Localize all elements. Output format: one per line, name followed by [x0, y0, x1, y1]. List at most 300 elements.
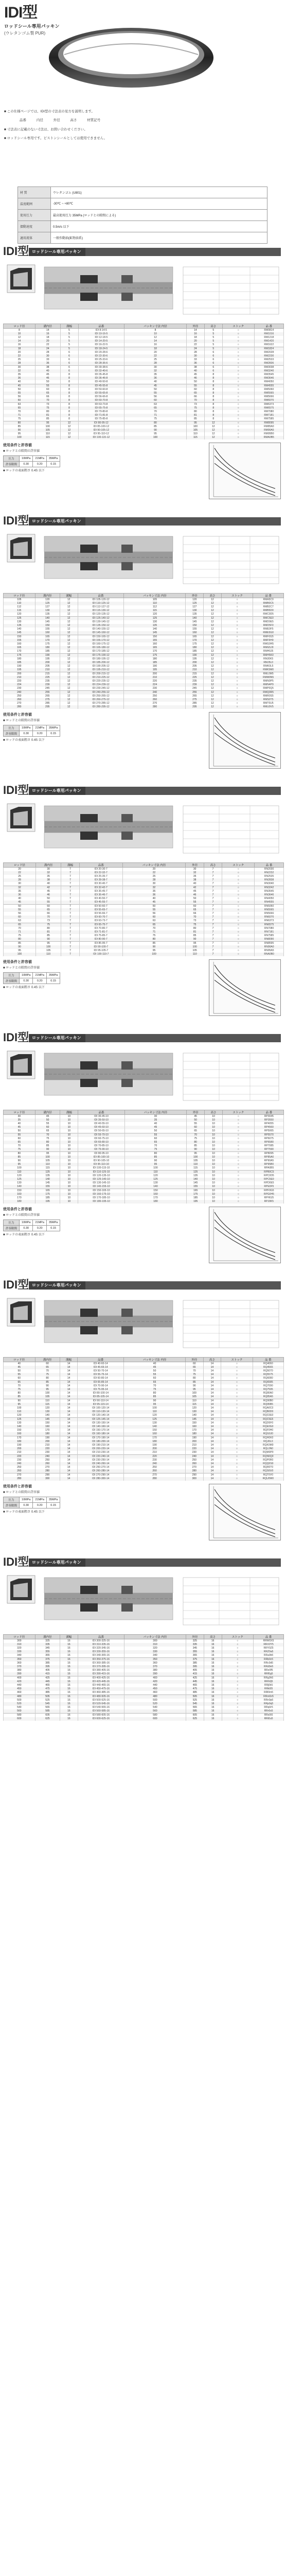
- table-cell: ○: [222, 436, 254, 439]
- table-cell: 95: [35, 1152, 60, 1156]
- table-cell: ○: [222, 351, 254, 354]
- table-cell: 14: [60, 1403, 78, 1406]
- column-header: パッキン寸法 内径: [124, 594, 186, 598]
- table-cell: IDI 56-66-8: [78, 395, 124, 399]
- table-row: [4, 945, 284, 949]
- table-cell: 400: [124, 1676, 186, 1681]
- table-cell: 30: [124, 1115, 187, 1119]
- table-cell: 20: [122, 868, 186, 872]
- table-cell: 295: [186, 705, 204, 709]
- column-header: 品 番: [253, 1358, 283, 1362]
- table-cell: 125: [4, 1178, 35, 1181]
- table-cell: 140: [185, 1414, 203, 1418]
- table-row: [4, 332, 284, 336]
- table-cell: IDI 90-100-7: [79, 945, 122, 949]
- table-cell: 95: [4, 1403, 35, 1406]
- table-cell: ○: [221, 1369, 253, 1373]
- table-cell: 200: [186, 661, 204, 665]
- table-cell: 40: [4, 380, 35, 384]
- table-cell: 115: [124, 609, 186, 613]
- table-cell: 12: [4, 336, 35, 340]
- table-cell: 105: [124, 598, 186, 602]
- table-cell: 80: [186, 927, 204, 930]
- table-cell: 65: [186, 908, 204, 912]
- table-cell: 6: [204, 358, 222, 362]
- table-cell: 12: [204, 654, 222, 658]
- table-cell: 14: [60, 1473, 78, 1478]
- table-cell: IDI 60-70-8: [78, 399, 124, 403]
- table-cell: IDI 180-200-14: [78, 1440, 124, 1444]
- table-cell: 115: [35, 1403, 60, 1406]
- table-cell: 32: [4, 886, 36, 890]
- table-cell: ○: [221, 1388, 253, 1392]
- cylinder-cross-section-icon: [3, 1293, 281, 1355]
- formula-part-5: 材質記号: [87, 118, 101, 122]
- table-cell: 14: [60, 1440, 78, 1444]
- table-cell: 10: [205, 1163, 223, 1166]
- table-cell: IDI 390-415-16: [78, 1672, 124, 1676]
- column-header: 高さ: [203, 1358, 221, 1362]
- table-cell: IDI 71-81-8: [78, 414, 124, 417]
- table-cell: ○: [222, 875, 255, 878]
- table-row: [4, 1418, 284, 1422]
- table-row: [4, 366, 284, 370]
- column-header: 溝内径: [35, 324, 61, 329]
- table-cell: ○: [222, 1639, 254, 1643]
- table-cell: 395: [186, 1665, 204, 1669]
- notes-line: ■ ロッドとの隙間の許容値: [3, 719, 40, 722]
- table-row: [4, 1381, 284, 1385]
- usage-notes: [3, 1484, 284, 1545]
- table-cell: RM7080: [254, 410, 283, 414]
- table-cell: 14: [203, 1410, 221, 1414]
- table-row: [4, 1477, 284, 1481]
- table-cell: 80: [4, 1392, 35, 1395]
- table-cell: 350: [4, 1658, 35, 1662]
- table-cell: ○: [222, 1156, 254, 1159]
- table-cell: 70: [185, 1369, 203, 1373]
- table-cell: 45: [4, 384, 35, 388]
- table-row: [4, 687, 284, 691]
- table-cell: ○: [221, 657, 253, 661]
- table-cell: 95: [124, 1403, 186, 1406]
- table-cell: 14: [203, 1469, 221, 1473]
- table-cell: 245: [35, 687, 60, 691]
- table-cell: ○: [221, 1466, 253, 1469]
- table-cell: 55: [124, 1133, 187, 1138]
- table-cell: RQR0T0: [253, 1466, 283, 1469]
- table-cell: IDI 310-335-16: [78, 1643, 124, 1647]
- table-cell: 100: [185, 1392, 203, 1395]
- table-cell: 605: [186, 1714, 204, 1718]
- table-cell: 16: [60, 1669, 78, 1672]
- table-cell: 8: [204, 388, 222, 392]
- table-cell: 12: [204, 661, 222, 665]
- table-cell: 565: [186, 1706, 204, 1709]
- table-cell: 150: [186, 624, 204, 628]
- table-cell: 300: [185, 1477, 203, 1481]
- clearance-cell: 許容隙間: [4, 731, 20, 737]
- table-cell: 8: [60, 384, 78, 388]
- table-cell: 10: [60, 1137, 78, 1141]
- size-table: [3, 1357, 284, 1481]
- size-table: [3, 1634, 284, 1721]
- table-cell: RME0F5: [253, 628, 284, 631]
- table-row: [4, 1115, 284, 1119]
- table-cell: 8: [204, 414, 222, 417]
- table-cell: ○: [222, 949, 255, 953]
- table-cell: 7: [204, 930, 222, 934]
- column-header: 溝幅: [60, 1635, 78, 1639]
- table-cell: 65: [35, 1366, 60, 1369]
- table-row: [4, 1369, 284, 1373]
- table-cell: RMG0H5: [253, 642, 284, 646]
- table-cell: 16: [204, 1658, 222, 1662]
- table-cell: 130: [4, 1421, 35, 1425]
- section-type-label: IDI型: [3, 1031, 29, 1044]
- table-cell: ○: [222, 882, 255, 886]
- table-cell: 10: [124, 332, 187, 336]
- table-cell: 30: [124, 366, 187, 370]
- column-header: 品番: [78, 594, 124, 598]
- table-cell: IDI 35-45-7: [79, 890, 122, 893]
- table-cell: 310: [4, 1643, 35, 1647]
- table-cell: 110: [124, 1410, 186, 1414]
- table-cell: 7: [61, 890, 79, 893]
- table-cell: ○: [222, 912, 255, 916]
- table-cell: 60: [35, 1126, 60, 1129]
- table-cell: 70: [35, 916, 61, 919]
- spec-row: [18, 221, 267, 232]
- table-cell: 90: [124, 1159, 187, 1163]
- notes-line: ■ ロッドとの隙間の許容値: [3, 967, 40, 970]
- cover-note-2: ■ 寸法表に記載のない寸法は、お問い合わせください。: [4, 128, 87, 131]
- spec-row: [18, 232, 267, 244]
- table-cell: 130: [35, 1410, 60, 1414]
- table-cell: 14: [60, 1477, 78, 1481]
- table-cell: 7: [61, 919, 79, 923]
- table-cell: 60: [35, 1362, 60, 1366]
- table-cell: IDI 40-60-14: [78, 1362, 124, 1366]
- table-cell: 160: [4, 1193, 35, 1196]
- table-cell: 25: [122, 875, 186, 878]
- table-row: [4, 340, 284, 343]
- table-cell: 7: [204, 919, 222, 923]
- table-cell: IDI 25-35-7: [79, 875, 122, 878]
- table-cell: 65: [35, 1129, 60, 1133]
- table-cell: 70: [4, 1384, 35, 1388]
- table-cell: 7: [204, 938, 222, 942]
- table-cell: IDI 25-33-6: [78, 358, 124, 362]
- table-cell: 10: [205, 1166, 223, 1171]
- table-cell: 46: [186, 377, 204, 380]
- table-cell: RN3545: [255, 890, 284, 893]
- table-cell: IDI 90-105-10: [78, 1159, 124, 1163]
- table-cell: 130: [185, 1410, 203, 1414]
- table-cell: ○: [222, 1133, 254, 1138]
- table-cell: 190: [185, 1436, 203, 1440]
- table-cell: IDI 170-185-12: [78, 650, 124, 654]
- table-cell: 165: [35, 635, 60, 639]
- table-cell: ○: [222, 392, 254, 395]
- table-cell: 5: [204, 329, 222, 333]
- table-cell: 50: [4, 1129, 35, 1133]
- table-cell: ○: [222, 1691, 254, 1695]
- table-cell: 445: [35, 1680, 60, 1684]
- table-cell: 55: [186, 384, 204, 388]
- table-cell: IDI 75-90-10: [78, 1148, 124, 1152]
- table-cell: 55: [4, 1373, 35, 1377]
- table-cell: 12: [60, 650, 78, 654]
- table-cell: 180: [124, 657, 186, 661]
- table-cell: RRa0b5: [254, 1654, 284, 1658]
- table-cell: 160: [4, 642, 35, 646]
- table-cell: RQ95B5: [253, 1403, 283, 1406]
- table-cell: 7: [61, 938, 79, 942]
- table-row: [4, 890, 284, 893]
- table-cell: 110: [35, 1163, 60, 1166]
- clearance-cell: 圧力: [4, 456, 20, 462]
- table-cell: IDI 520-545-16: [78, 1702, 124, 1706]
- table-cell: IDI 65-75-8: [78, 406, 124, 410]
- table-cell: 65: [35, 392, 61, 395]
- table-cell: 7: [204, 927, 222, 930]
- clearance-cell: 21MPa: [33, 725, 46, 731]
- table-cell: 16: [60, 1672, 78, 1676]
- table-cell: RN6373: [255, 919, 284, 923]
- table-cell: 28: [4, 878, 36, 882]
- table-cell: 63: [4, 919, 36, 923]
- table-cell: 14: [203, 1373, 221, 1377]
- table-cell: RMD0E5: [253, 620, 284, 624]
- table-cell: ○: [222, 930, 255, 934]
- table-cell: ○: [222, 871, 255, 875]
- table-cell: RMD5F0: [253, 624, 284, 628]
- table-cell: RRs0t5: [254, 1714, 284, 1718]
- table-cell: 7: [61, 882, 79, 886]
- table-cell: 210: [4, 676, 35, 680]
- table-cell: 300: [124, 1639, 186, 1643]
- table-cell: 65: [185, 1366, 203, 1369]
- table-cell: ○: [221, 698, 253, 702]
- table-cell: 70: [4, 927, 36, 930]
- table-cell: 55: [35, 384, 61, 388]
- table-cell: 10: [60, 1178, 78, 1181]
- table-cell: RMN0P5: [253, 680, 284, 683]
- table-cell: 105: [35, 1395, 60, 1399]
- table-cell: 115: [186, 436, 204, 439]
- table-cell: RM0814: [254, 329, 283, 333]
- table-cell: 36: [35, 362, 61, 366]
- table-cell: 12: [60, 421, 78, 426]
- table-cell: 8: [204, 417, 222, 421]
- table-cell: 16: [204, 1699, 222, 1702]
- table-cell: IDI 500-525-16: [78, 1699, 124, 1702]
- table-cell: 110: [185, 1399, 203, 1403]
- table-cell: 50: [186, 380, 204, 384]
- table-cell: 55: [122, 908, 186, 912]
- column-header: ロッド径: [4, 1635, 35, 1639]
- table-cell: IDI 112-127-12: [78, 605, 124, 609]
- table-cell: 65: [4, 1141, 35, 1144]
- table-cell: 235: [186, 680, 204, 683]
- table-cell: 90: [4, 1159, 35, 1163]
- pressure-curve-graph: [209, 959, 281, 1016]
- table-cell: 81: [186, 930, 204, 934]
- table-cell: ○: [222, 1122, 254, 1126]
- table-cell: IDI 80-95-12: [78, 421, 124, 426]
- table-cell: 500: [4, 1699, 35, 1702]
- table-cell: IDI 150-165-12: [78, 635, 124, 639]
- table-cell: ○: [222, 421, 254, 426]
- table-row: [4, 1196, 284, 1200]
- table-cell: 85: [186, 934, 204, 938]
- table-cell: 81: [35, 930, 61, 934]
- table-cell: 80: [35, 1377, 60, 1381]
- table-row: [4, 1691, 284, 1695]
- table-cell: 105: [35, 949, 61, 953]
- table-cell: RQJ0L0: [253, 1440, 283, 1444]
- table-cell: 280: [185, 1469, 203, 1473]
- table-cell: ○: [222, 403, 254, 407]
- table-cell: ○: [222, 410, 254, 414]
- table-cell: 60: [124, 1377, 186, 1381]
- table-cell: 540: [124, 1706, 186, 1709]
- table-cell: 80: [4, 1152, 35, 1156]
- table-cell: IDI 380-405-16: [78, 1669, 124, 1672]
- table-row: [4, 680, 284, 683]
- table-cell: 45: [35, 890, 61, 893]
- table-cell: 85: [35, 417, 61, 421]
- table-cell: 180: [124, 1200, 187, 1204]
- table-cell: 395: [35, 1665, 60, 1669]
- table-cell: 60: [35, 388, 61, 392]
- table-row: [4, 414, 284, 417]
- table-cell: ○: [221, 1462, 253, 1466]
- table-row: [4, 343, 284, 347]
- table-cell: RM2533: [254, 358, 283, 362]
- table-cell: 12: [60, 628, 78, 631]
- table-cell: 28: [122, 878, 186, 882]
- table-cell: ○: [222, 377, 254, 380]
- table-cell: 60: [185, 1362, 203, 1366]
- section-type-label: IDI型: [3, 245, 29, 258]
- table-cell: 12: [204, 598, 222, 602]
- table-cell: 270: [35, 1466, 60, 1469]
- table-cell: IDI 110-125-12: [78, 602, 124, 605]
- table-row: [4, 1473, 284, 1478]
- table-cell: 355: [35, 1650, 60, 1654]
- table-cell: RPH0J5: [254, 1196, 283, 1200]
- table-cell: 8: [60, 414, 78, 417]
- table-row: [4, 646, 284, 650]
- table-cell: ○: [222, 340, 254, 343]
- column-header: 高さ: [204, 324, 222, 329]
- table-cell: ○: [221, 1362, 253, 1366]
- table-cell: 90: [4, 945, 36, 949]
- table-cell: 22: [4, 871, 36, 875]
- table-cell: 460: [4, 1691, 35, 1695]
- table-cell: 380: [4, 1669, 35, 1672]
- clearance-cell: 許容隙間: [4, 1503, 20, 1509]
- table-cell: IDI 230-250-14: [78, 1459, 124, 1462]
- table-cell: 190: [35, 654, 60, 658]
- table-cell: 10: [205, 1152, 223, 1156]
- table-cell: 16: [4, 343, 35, 347]
- table-cell: 140: [124, 628, 186, 631]
- table-cell: 40: [124, 1362, 186, 1366]
- table-cell: RN3646: [255, 893, 284, 897]
- table-cell: 625: [186, 1717, 204, 1721]
- table-cell: IDI 130-145-10: [78, 1181, 124, 1185]
- table-cell: 55: [4, 392, 35, 395]
- table-cell: 200: [185, 1440, 203, 1444]
- table-cell: IDI 18-24-5: [78, 347, 124, 351]
- table-cell: 85: [186, 417, 204, 421]
- table-cell: RNA0B0: [255, 953, 284, 956]
- table-cell: 16: [35, 332, 61, 336]
- table-cell: 75: [186, 923, 204, 927]
- clearance-row: [4, 1220, 60, 1226]
- table-cell: 7: [61, 923, 79, 927]
- table-cell: 12: [204, 432, 222, 436]
- table-cell: 320: [4, 1647, 35, 1650]
- table-cell: 12: [204, 672, 222, 676]
- table-cell: IDI 540-565-16: [78, 1706, 124, 1709]
- table-cell: ○: [222, 1137, 254, 1141]
- table-cell: IDI 28-36-6: [78, 362, 124, 366]
- table-cell: 7: [61, 878, 79, 882]
- table-cell: 160: [185, 1425, 203, 1429]
- table-cell: 100: [35, 945, 61, 949]
- table-cell: 10: [205, 1156, 223, 1159]
- table-cell: RN5565: [255, 908, 284, 912]
- table-cell: 215: [35, 672, 60, 676]
- table-cell: 36: [124, 377, 187, 380]
- table-cell: RMU0V5: [253, 705, 284, 709]
- table-cell: ○: [222, 432, 254, 436]
- size-table-body: [4, 868, 284, 957]
- table-cell: ○: [222, 429, 254, 432]
- table-cell: IDI 250-265-12: [78, 694, 124, 698]
- table-cell: RPJ0K5: [254, 1200, 283, 1204]
- size-table-header: [4, 1110, 284, 1115]
- column-header: ストック: [221, 594, 253, 598]
- table-cell: 16: [204, 1687, 222, 1691]
- table-cell: 30: [4, 1115, 35, 1119]
- table-cell: 38: [186, 878, 204, 882]
- table-cell: ○: [222, 1669, 254, 1672]
- table-cell: 165: [35, 1189, 60, 1193]
- table-cell: 80: [187, 1141, 205, 1144]
- table-cell: 16: [60, 1691, 78, 1695]
- column-header: 品番: [78, 1110, 124, 1115]
- table-cell: 16: [60, 1676, 78, 1681]
- table-cell: RQS0U0: [253, 1469, 283, 1473]
- cylinder-cross-section-icon: [3, 1570, 281, 1632]
- table-cell: 600: [124, 1717, 186, 1721]
- table-cell: 7: [61, 927, 79, 930]
- table-cell: ○: [222, 923, 255, 927]
- table-cell: 125: [186, 602, 204, 605]
- table-row: [4, 878, 284, 882]
- table-row: [4, 1662, 284, 1665]
- clearance-cell: 35MPa: [46, 973, 60, 978]
- table-cell: IDI 75-85-8: [78, 417, 124, 421]
- table-cell: RMG5J0: [253, 646, 284, 650]
- size-table: [3, 593, 284, 709]
- table-cell: 75: [35, 1373, 60, 1377]
